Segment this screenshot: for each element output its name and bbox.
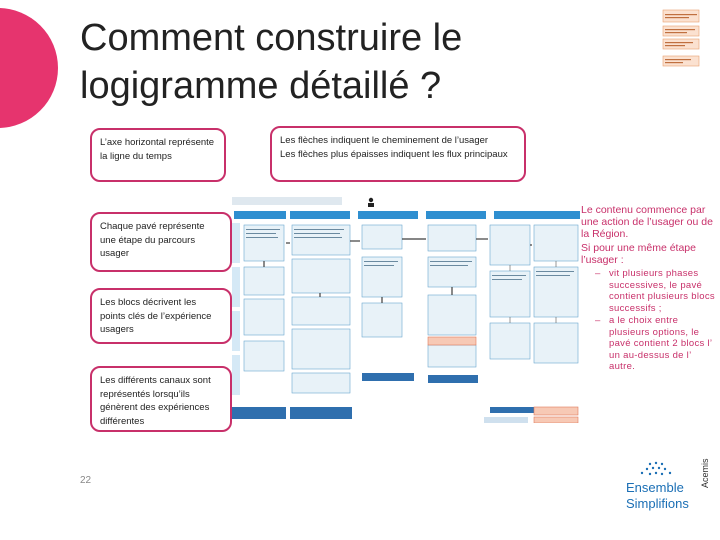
flowchart-diagram-image bbox=[228, 195, 584, 423]
ensemble-simplifions-logo bbox=[612, 458, 698, 516]
callout-horizontal-axis-text: L’axe horizontal représente la ligne du temps bbox=[100, 137, 215, 162]
right-panel-list-item: – a le choix entre plusieurs options, le pavé contient 2 blocs l’ un au-dessus de l’ autre. bbox=[609, 315, 716, 373]
callout-steps-text: Chaque pavé représente une étape du parcours usager bbox=[100, 221, 205, 259]
slide-title bbox=[80, 14, 462, 110]
callout-arrows-line-1: Les flèches indiquent le cheminement de l’usager bbox=[280, 135, 489, 146]
callout-arrows-line-2: Les flèches plus épaisses indiquent les flux principaux bbox=[280, 148, 508, 160]
legend-thumbnail-image bbox=[655, 8, 707, 70]
callout-channels bbox=[90, 366, 232, 432]
callout-steps bbox=[90, 212, 232, 272]
logo-line-1: Ensemble bbox=[626, 480, 684, 495]
right-panel-list-item: – vit plusieurs phases successives, le pavé contient plusieurs blocs successifs ; bbox=[609, 268, 716, 314]
logo-line-2: Simplifions bbox=[626, 496, 689, 511]
title-line-1: Comment construire le bbox=[80, 17, 463, 59]
right-panel-paragraph-2: Si pour une même étape l’usager : bbox=[581, 242, 696, 266]
right-panel-list bbox=[581, 268, 716, 373]
right-explanation-panel bbox=[581, 204, 716, 374]
callout-blocks bbox=[90, 288, 232, 344]
right-panel-paragraph-1: Le contenu commence par une action de l’usager ou de la Région. bbox=[581, 204, 713, 240]
callout-blocks-text: Les blocs décrivent les points clés de l’expérience usagers bbox=[100, 297, 212, 335]
callout-channels-text: Les différents canaux sont représentés lorsqu’ils génèrent des expériences différentes bbox=[100, 375, 211, 427]
vertical-credit: Acemis bbox=[700, 458, 710, 488]
page-number: 22 bbox=[80, 475, 92, 486]
decorative-pink-circle bbox=[0, 8, 58, 128]
callout-arrows bbox=[270, 126, 526, 182]
title-line-2: logigramme détaillé ? bbox=[80, 65, 442, 107]
callout-horizontal-axis bbox=[90, 128, 226, 182]
